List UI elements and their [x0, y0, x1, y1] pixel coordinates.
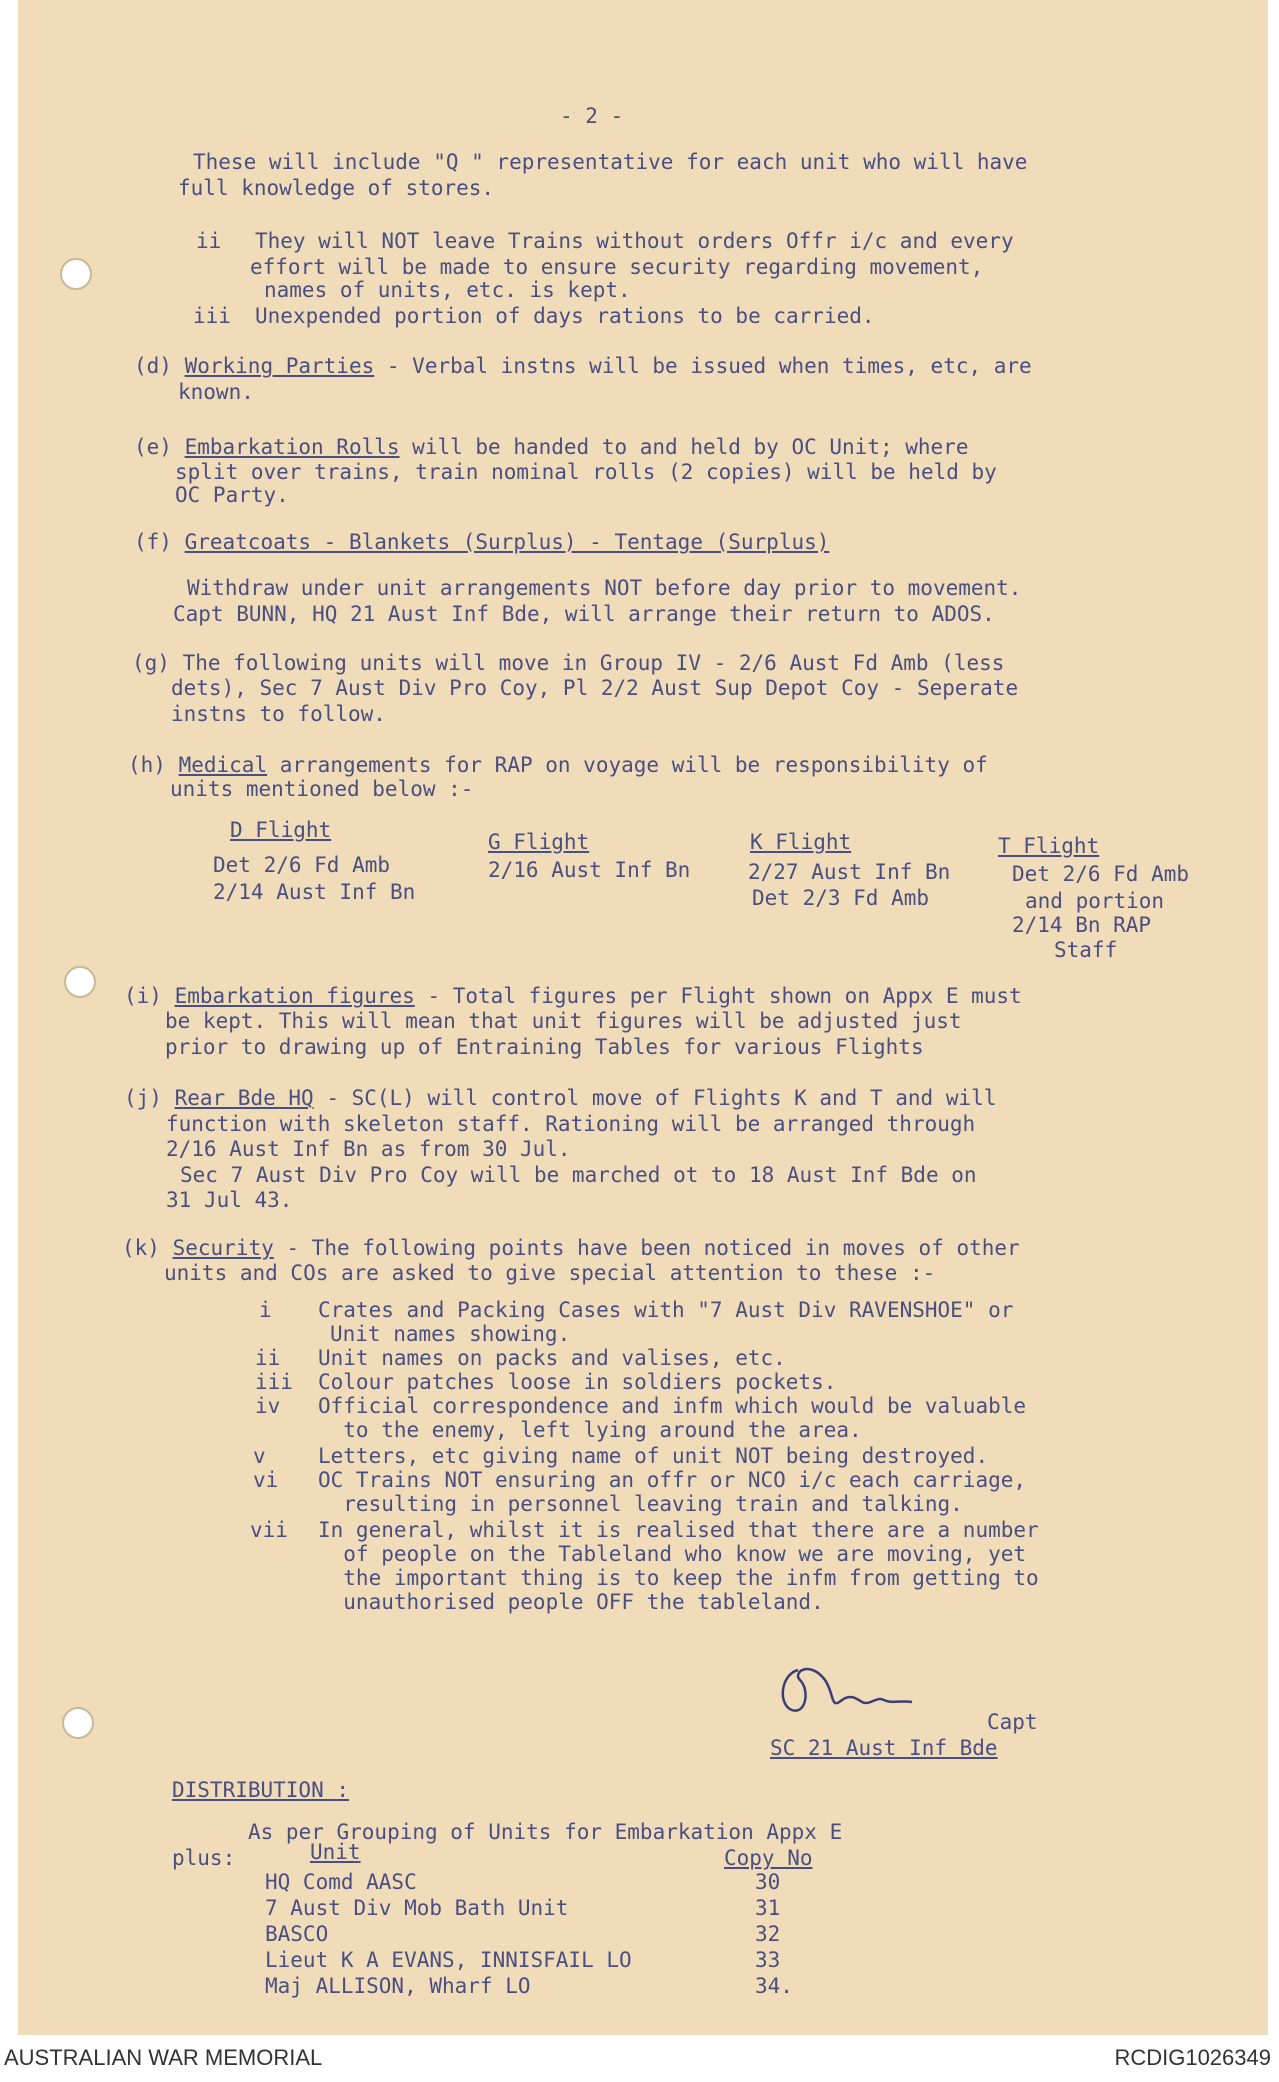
para-line: units mentioned below :-	[170, 777, 474, 801]
para-f	[134, 530, 829, 554]
security-line: Unit names showing.	[330, 1322, 571, 1346]
flight-name: D Flight	[230, 818, 332, 842]
para-line: be kept. This will mean that unit figures will be adjusted just	[165, 1009, 962, 1033]
signature-rank: Capt	[987, 1710, 1038, 1734]
flight-unit: 2/16 Aust Inf Bn	[488, 858, 691, 882]
security-number: ii	[255, 1346, 281, 1370]
security-line: OC Trains NOT ensuring an offr or NCO i/c each carriage,	[318, 1468, 1027, 1492]
distribution-unit: BASCO	[265, 1922, 329, 1946]
para-h: (h) Medical arrangements for RAP on voyage will be responsibility of	[128, 753, 988, 777]
para-line: 2/16 Aust Inf Bn as from 30 Jul.	[166, 1137, 571, 1161]
para-letter: (j)	[124, 1086, 162, 1110]
security-line: resulting in personnel leaving train and talking.	[318, 1492, 963, 1516]
footer-archive-name: AUSTRALIAN WAR MEMORIAL	[4, 2045, 323, 2070]
distribution-heading: DISTRIBUTION :	[172, 1778, 350, 1802]
distribution-copy: 31	[755, 1896, 781, 1920]
security-line: the important thing is to keep the infm from getting to	[318, 1566, 1039, 1590]
distribution-unit: 7 Aust Div Mob Bath Unit	[265, 1896, 569, 1920]
flight-unit: 2/14 Bn RAP	[1012, 913, 1152, 937]
para-heading: Embarkation Rolls	[184, 435, 400, 459]
page-number: - 2 -	[560, 104, 624, 128]
security-line: Crates and Packing Cases with "7 Aust Div RAVENSHOE" or	[318, 1298, 1014, 1322]
para-line: split over trains, train nominal rolls (2 copies) will be held by	[175, 460, 997, 484]
para-letter: (g)	[132, 651, 170, 675]
flight-unit: and portion	[1025, 889, 1165, 913]
para-heading: Working Parties	[184, 354, 375, 378]
distribution-plus: plus:	[172, 1846, 236, 1870]
item-number: ii	[196, 229, 222, 253]
security-number: i	[259, 1298, 272, 1322]
flight-unit: 2/27 Aust Inf Bn	[748, 860, 951, 884]
flight-name: K Flight	[750, 830, 852, 854]
para-letter: (d)	[134, 354, 172, 378]
security-line: Official correspondence and infm which would be valuable	[318, 1394, 1027, 1418]
intro-line: full knowledge of stores.	[178, 176, 495, 200]
flight-name: G Flight	[488, 830, 590, 854]
para-line: function with skeleton staff. Rationing will be arranged through	[166, 1112, 976, 1136]
item-line: Unexpended portion of days rations to be carried.	[255, 304, 875, 328]
para-heading: Security	[172, 1236, 274, 1260]
item-line: They will NOT leave Trains without orders Offr i/c and every	[255, 229, 1014, 253]
para-k: (k) Security - The following points have been noticed in moves of other	[122, 1236, 1020, 1260]
para-heading: Greatcoats - Blankets (Surplus) - Tentage (Surplus)	[184, 530, 830, 554]
para-e: (e) Embarkation Rolls will be handed to and held by OC Unit; where	[134, 435, 969, 459]
distribution-col-copy: Copy No	[724, 1846, 813, 1870]
item-line: names of units, etc. is kept.	[264, 278, 631, 302]
security-number: iii	[255, 1370, 293, 1394]
security-number: v	[253, 1444, 266, 1468]
para-line: units and COs are asked to give special attention to these :-	[164, 1261, 936, 1285]
security-line: In general, whilst it is realised that there are a number	[318, 1518, 1039, 1542]
distribution-unit: HQ Comd AASC	[265, 1870, 417, 1894]
para-line: Capt BUNN, HQ 21 Aust Inf Bde, will arrange their return to ADOS.	[173, 602, 995, 626]
para-g: (g) The following units will move in Group IV - 2/6 Aust Fd Amb (less	[132, 651, 1005, 675]
flight-unit: Det 2/6 Fd Amb	[213, 853, 391, 877]
security-line: Unit names on packs and valises, etc.	[318, 1346, 786, 1370]
para-letter: (e)	[134, 435, 172, 459]
distribution-col-unit: Unit	[310, 1840, 361, 1864]
para-i: (i) Embarkation figures - Total figures per Flight shown on Appx E must	[124, 984, 1022, 1008]
footer-record-id: RCDIG1026349	[1114, 2045, 1271, 2070]
para-letter: (h)	[128, 753, 166, 777]
para-line: 31 Jul 43.	[166, 1188, 293, 1212]
security-line: Colour patches loose in soldiers pockets.	[318, 1370, 837, 1394]
para-heading: Rear Bde HQ	[174, 1086, 314, 1110]
para-line: prior to drawing up of Entraining Tables for various Flights	[165, 1035, 924, 1059]
item-line: effort will be made to ensure security regarding movement,	[250, 255, 984, 279]
security-number: iv	[255, 1394, 281, 1418]
security-line: of people on the Tableland who know we are moving, yet	[318, 1542, 1027, 1566]
signature-appointment: SC 21 Aust Inf Bde	[770, 1736, 998, 1760]
security-number: vi	[253, 1468, 279, 1492]
para-line: known.	[178, 380, 254, 404]
intro-line: These will include "Q " representative for each unit who will have	[193, 150, 1028, 174]
distribution-unit: Maj ALLISON, Wharf LO	[265, 1974, 531, 1998]
distribution-unit: Lieut K A EVANS, INNISFAIL LO	[265, 1948, 632, 1972]
flight-unit: 2/14 Aust Inf Bn	[213, 880, 416, 904]
distribution-copy: 30	[755, 1870, 781, 1894]
para-d: (d) Working Parties - Verbal instns will be issued when times, etc, are	[134, 354, 1032, 378]
para-line: instns to follow.	[171, 702, 386, 726]
distribution-copy: 32	[755, 1922, 781, 1946]
para-letter: (i)	[124, 984, 162, 1008]
para-heading: Embarkation figures	[174, 984, 415, 1008]
item-number: iii	[193, 304, 231, 328]
flight-unit: Staff	[1054, 938, 1118, 962]
para-line: dets), Sec 7 Aust Div Pro Coy, Pl 2/2 Aust Sup Depot Coy - Seperate	[171, 676, 1019, 700]
security-line: unauthorised people OFF the tableland.	[318, 1590, 824, 1614]
para-line: Withdraw under unit arrangements NOT before day prior to movement.	[187, 576, 1022, 600]
distribution-copy: 34.	[755, 1974, 793, 1998]
para-j: (j) Rear Bde HQ - SC(L) will control move of Flights K and T and will	[124, 1086, 997, 1110]
para-line: OC Party.	[175, 483, 289, 507]
security-line: Letters, etc giving name of unit NOT being destroyed.	[318, 1444, 989, 1468]
flight-unit: Det 2/6 Fd Amb	[1012, 862, 1190, 886]
para-letter: (f)	[134, 530, 172, 554]
para-letter: (k)	[122, 1236, 160, 1260]
security-line: to the enemy, left lying around the area.	[318, 1418, 862, 1442]
security-number: vii	[250, 1518, 288, 1542]
signature-icon	[770, 1650, 940, 1730]
distribution-line: As per Grouping of Units for Embarkation Appx E	[248, 1820, 843, 1844]
para-line: Sec 7 Aust Div Pro Coy will be marched ot to 18 Aust Inf Bde on	[180, 1163, 977, 1187]
flight-unit: Det 2/3 Fd Amb	[752, 886, 930, 910]
flight-name: T Flight	[998, 834, 1100, 858]
para-heading: Medical	[178, 753, 268, 777]
distribution-copy: 33	[755, 1948, 781, 1972]
